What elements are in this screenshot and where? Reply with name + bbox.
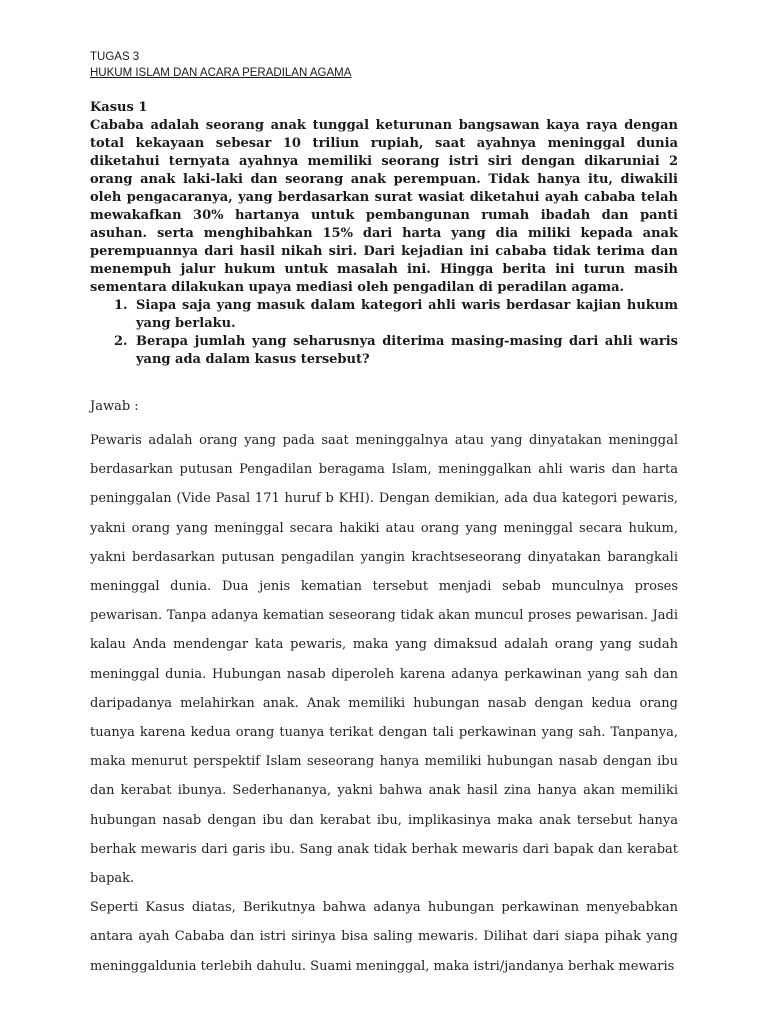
assignment-label: TUGAS 3 xyxy=(90,51,140,63)
question-number: 2. xyxy=(114,334,128,349)
question-number: 1. xyxy=(114,298,128,313)
answer-paragraph: Pewaris adalah orang yang pada saat meninggalnya atau yang dinyatakan meninggal berdasarkan putusan Pengadilan beragama Islam, meninggalkan ahli waris dan harta peninggalan (Vide Pasal 171 huruf b KHI). Dengan demikian, ada dua kategori pewaris, yakni orang yang meninggal secara hakiki atau orang yang meninggal secara hukum, yakni berdasarkan putusan pengadilan yangin krachtseseorang dinyatakan barangkali meninggal dunia. Dua jenis kematian tersebut menjadi sebab munculnya proses pewarisan. Tanpa adanya kematian seseorang tidak akan muncul proses pewarisan. Jadi kalau Anda mendengar kata pewaris, maka yang dimaksud adalah orang yang sudah meninggal dunia. Hubungan nasab diperoleh karena adanya perkawinan yang sah dan daripadanya melahirkan anak. Anak memiliki hubungan nasab dengan kedua orang tuanya karena kedua orang tuanya terikat dengan tali perkawinan yang sah. Tanpanya, maka menurut perspektif Islam seseorang hanya memiliki hubungan nasab dengan ibu dan kerabat ibunya. Sederhananya, yakni bahwa anak hasil zina hanya akan memiliki hubungan nasab dengan ibu dan kerabat ibu, implikasinya maka anak tersebut hanya berhak mewaris dari garis ibu. Sang anak tidak berhak mewaris dari bapak dan kerabat bapak. xyxy=(90,433,678,887)
question-list xyxy=(90,297,678,369)
answer-label: Jawab : xyxy=(90,399,139,414)
case-title: Kasus 1 xyxy=(90,100,148,115)
answer-section xyxy=(90,397,678,981)
answer-paragraph: Seperti Kasus diatas, Berikutnya bahwa adanya hubungan perkawinan menyebabkan antara ayah Cababa dan istri sirinya bisa saling mewaris. Dilihat dari siapa pihak yang meninggaldunia terlebih dahulu. Suami meninggal, maka istri/jandanya berhak mewaris xyxy=(90,900,678,974)
question-text: Siapa saja yang masuk dalam kategori ahli waris berdasar kajian hukum yang berlaku. xyxy=(136,298,678,331)
course-title: HUKUM ISLAM DAN ACARA PERADILAN AGAMA xyxy=(90,67,352,79)
question-item xyxy=(90,333,678,369)
question-item xyxy=(90,297,678,333)
question-text: Berapa jumlah yang seharusnya diterima masing-masing dari ahli waris yang ada dalam kasus tersebut? xyxy=(136,334,678,367)
case-section xyxy=(90,99,678,369)
case-description: Cababa adalah seorang anak tunggal keturunan bangsawan kaya raya dengan total kekayaan sebesar 10 triliun rupiah, saat ayahnya meninggal dunia diketahui ternyata ayahnya memiliki seorang istri siri dengan dikaruniai 2 orang anak laki-laki dan seorang anak perempuan. Tidak hanya itu, diwakili oleh pengacaranya, yang berdasarkan surat wasiat diketahui ayah cababa telah mewakafkan 30% hartanya untuk pembangunan rumah ibadah dan panti asuhan. serta menghibahkan 15% dari harta yang dia miliki kepada anak perempuannya dari hasil nikah siri. Dari kejadian ini cababa tidak terima dan menempuh jalur hukum untuk masalah ini. Hingga berita ini turun masih sementara dilakukan upaya mediasi oleh pengadilan di peradilan agama. xyxy=(90,118,678,295)
